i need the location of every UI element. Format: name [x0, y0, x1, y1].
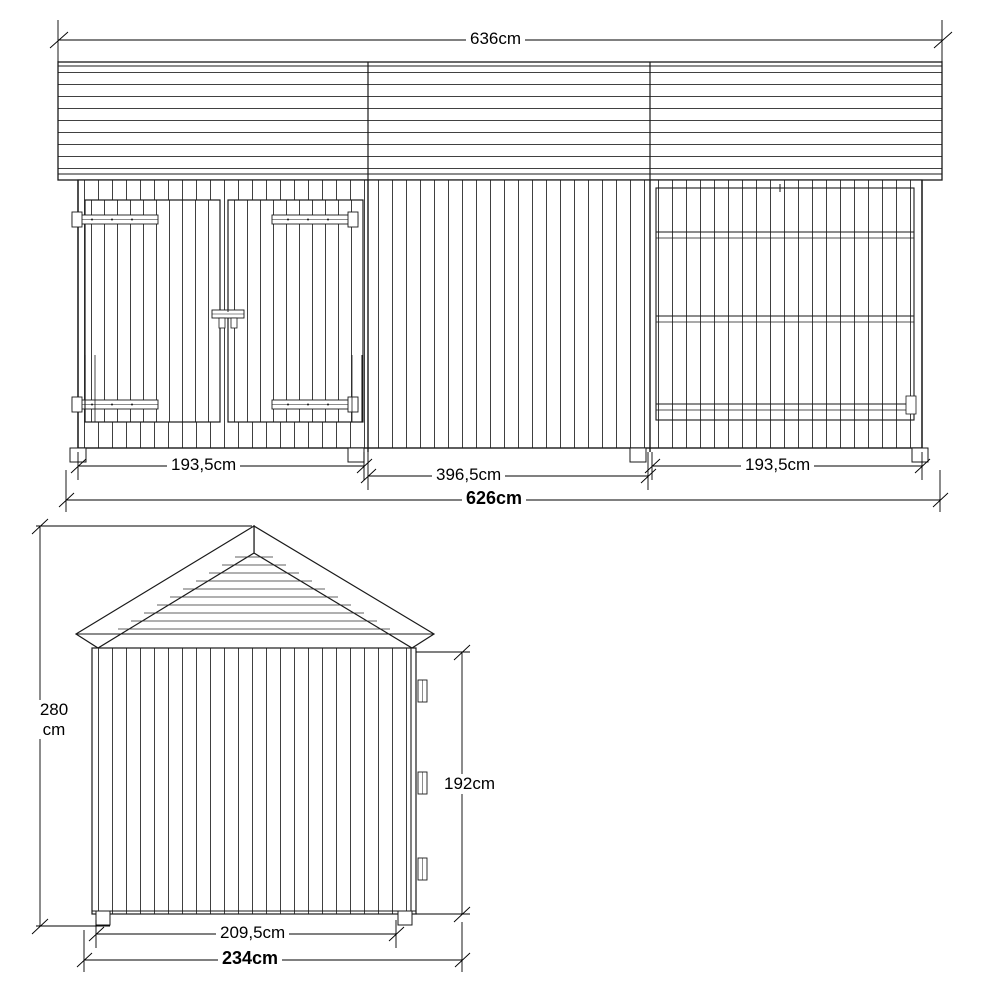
- double-door-assembly[interactable]: [72, 200, 363, 422]
- side-hinge-top: [418, 680, 427, 702]
- door-leaf-left[interactable]: [85, 200, 220, 422]
- front-bay2-label: 396,5cm: [432, 465, 505, 485]
- foot-2: [348, 448, 364, 462]
- side-hinge-bottom: [418, 858, 427, 880]
- front-overall-bottom-label: 626cm: [462, 488, 526, 509]
- side-height-label-line1: 280: [39, 700, 69, 719]
- side-height-label-line2: cm: [42, 719, 66, 739]
- roof-slope-left: [76, 526, 254, 648]
- front-elevation-geometry: [58, 62, 942, 462]
- bay-latch: [906, 396, 916, 414]
- side-overall-width-label: 234cm: [218, 948, 282, 969]
- roof-slope-right: [254, 526, 434, 648]
- gable-roof: [76, 526, 434, 648]
- foot-3: [630, 448, 646, 462]
- side-elevation-geometry: [76, 526, 434, 925]
- side-foot-left: [96, 911, 110, 925]
- door-leaf-right[interactable]: [228, 200, 363, 422]
- side-inner-width-label: 209,5cm: [216, 923, 289, 943]
- side-foot-right: [398, 911, 412, 925]
- side-height-label: [28, 700, 80, 739]
- side-wall-height-label: 192cm: [440, 774, 499, 794]
- side-wall-cladding: [92, 648, 416, 914]
- roof-panel: [58, 62, 942, 180]
- foot-4: [912, 448, 928, 462]
- front-bay3-label: 193,5cm: [741, 455, 814, 475]
- front-bay1-label: 193,5cm: [167, 455, 240, 475]
- side-hinge-middle: [418, 772, 427, 794]
- front-overall-top-label: 636cm: [466, 29, 525, 49]
